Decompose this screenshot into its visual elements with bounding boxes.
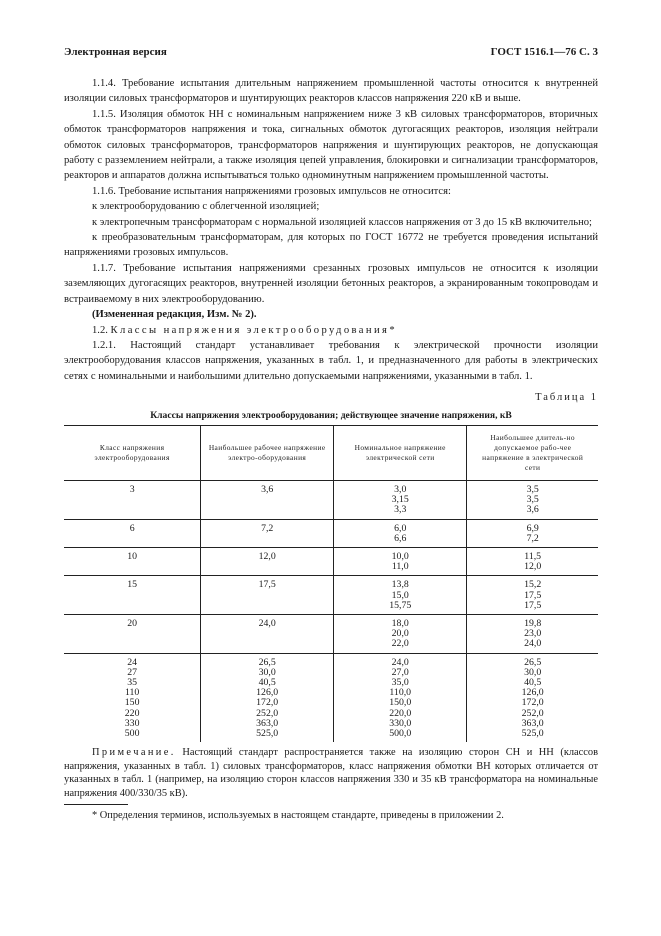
- col-header-max-work: Наибольшее рабочее напряжение электро-оборудования: [201, 426, 334, 481]
- footnote-divider: [64, 804, 128, 805]
- body-text: [64, 76, 598, 384]
- table-label: Таблица 1: [535, 392, 598, 403]
- table-header-row: [64, 426, 598, 481]
- cell-nominal-voltage: 6,0 6,6: [334, 519, 467, 547]
- cell-max-long-voltage: 15,2 17,5 17,5: [467, 576, 598, 615]
- col-header-nominal: Номинальное напряжение электрической сети: [334, 426, 467, 481]
- table-row: [64, 519, 598, 547]
- table-title: Классы напряжения электрооборудования; действующее значение напряжения, кВ: [150, 410, 512, 421]
- paragraph-1-1-7: 1.1.7. Требование испытания напряжениями срезанных грозовых импульсов не относится к изоляции заземляющих дугогасящих реакторов, внутренней изоляции бетонных реакторов, а экранированным токопроводам и встраиваемому в них электрооборудованию.: [64, 262, 598, 305]
- col-header-class: Класс напряжения электрооборудования: [64, 426, 201, 481]
- cell-voltage-class: 15: [64, 576, 201, 615]
- cell-max-long-voltage: 11,5 12,0: [467, 548, 598, 576]
- page-header: [64, 46, 598, 60]
- cell-nominal-voltage: 24,0 27,0 35,0 110,0 150,0 220,0 330,0 500,0: [334, 653, 467, 742]
- header-edition-label: Электронная версия: [64, 46, 167, 58]
- section-1-2-title: Классы напряжения электрооборудования*: [110, 324, 398, 336]
- cell-voltage-class: 24 27 35 110 150 220 330 500: [64, 653, 201, 742]
- cell-voltage-class: 10: [64, 548, 201, 576]
- cell-max-work-voltage: 26,5 30,0 40,5 126,0 172,0 252,0 363,0 525,0: [201, 653, 334, 742]
- paragraph-1-1-6: 1.1.6. Требование испытания напряжениями грозовых импульсов не относится:: [92, 185, 451, 197]
- table-note: [64, 746, 598, 800]
- cell-max-long-voltage: 19,8 23,0 24,0: [467, 615, 598, 654]
- paragraph-1-1-6-item-c: к преобразовательным трансформаторам, для которых по ГОСТ 16772 не требуется проведения испытаний напряжениями грозовых импульсов.: [64, 232, 598, 259]
- cell-max-work-voltage: 3,6: [201, 481, 334, 520]
- paragraph-1-1-4: 1.1.4. Требование испытания длительным напряжением промышленной частоты относится к внутренней изоляции силовых трансформаторов и шунтирующих реакторов классов напряжения 220 кВ и выше.: [64, 78, 598, 105]
- section-1-2-heading: [64, 323, 598, 338]
- cell-max-work-voltage: 7,2: [201, 519, 334, 547]
- col-header-max-long: Наибольшее длитель-но допускаемое рабо-чее напряжение в электрической сети: [467, 426, 598, 481]
- cell-nominal-voltage: 13,8 15,0 15,75: [334, 576, 467, 615]
- table-row: [64, 653, 598, 742]
- paragraph-1-2-1: 1.2.1. Настоящий стандарт устанавливает требования к электрической прочности изоляции электрооборудования классов напряжения, указанных в табл. 1, и предназначенного для работы в электрических сетях с номинальными и наибольшими длительно допускаемыми напряжениями, указанными в табл. 1.: [64, 339, 598, 382]
- cell-nominal-voltage: 10,0 11,0: [334, 548, 467, 576]
- cell-max-work-voltage: 24,0: [201, 615, 334, 654]
- paragraph-1-1-5: 1.1.5. Изоляция обмоток НН с номинальным напряжением ниже 3 кВ силовых трансформаторов, вторичных обмоток трансформаторов напряжения и тока, сигнальных обмоток дугогасящих реакторов, изоляция нейтрали обмоток силовых трансформаторов, трансформаторов напряжения и шунтирующих реакторов, не допускающая работу с разземлением нейтрали, а также изоляция цепей управления, блокировки и сигнализации трансформаторов, реакторов и аппаратов должна испытываться только одноминутным напряжением промышленной частоты.: [64, 108, 598, 182]
- table-body: [64, 481, 598, 743]
- cell-voltage-class: 20: [64, 615, 201, 654]
- table-row: [64, 548, 598, 576]
- cell-voltage-class: 6: [64, 519, 201, 547]
- note-text: Настоящий стандарт распространяется также на изоляцию сторон СН и НН (классов напряжения, указанных в табл. 1) силовых трансформаторов, класс напряжения обмотки ВН которых отличается от указанных в табл. 1 (например, на изоляцию сторон классов напряжения 330 и 35 кВ трансформатора на номинальные напряжения 400/330/35 кВ).: [64, 747, 598, 799]
- section-1-2-number: 1.2.: [92, 324, 108, 336]
- paragraph-1-1-6-item-a: к электрооборудованию с облегченной изоляцией;: [92, 201, 320, 213]
- table-row: [64, 576, 598, 615]
- cell-max-work-voltage: 12,0: [201, 548, 334, 576]
- cell-nominal-voltage: 18,0 20,0 22,0: [334, 615, 467, 654]
- note-label: Примечание.: [92, 747, 176, 758]
- cell-max-long-voltage: 6,9 7,2: [467, 519, 598, 547]
- voltage-classes-table: [64, 425, 598, 742]
- table-row: [64, 481, 598, 520]
- header-standard-page: ГОСТ 1516.1—76 С. 3: [490, 46, 598, 58]
- cell-max-long-voltage: 3,5 3,5 3,6: [467, 481, 598, 520]
- paragraph-1-1-6-item-b: к электропечным трансформаторам с нормальной изоляцией классов напряжения от 3 до 15 кВ включительно;: [92, 216, 592, 228]
- cell-max-long-voltage: 26,5 30,0 40,5 126,0 172,0 252,0 363,0 525,0: [467, 653, 598, 742]
- cell-nominal-voltage: 3,0 3,15 3,3: [334, 481, 467, 520]
- revision-note: (Измененная редакция, Изм. № 2).: [92, 309, 257, 321]
- cell-max-work-voltage: 17,5: [201, 576, 334, 615]
- table-row: [64, 615, 598, 654]
- footnote: * Определения терминов, используемых в настоящем стандарте, приведены в приложении 2.: [92, 810, 504, 821]
- cell-voltage-class: 3: [64, 481, 201, 520]
